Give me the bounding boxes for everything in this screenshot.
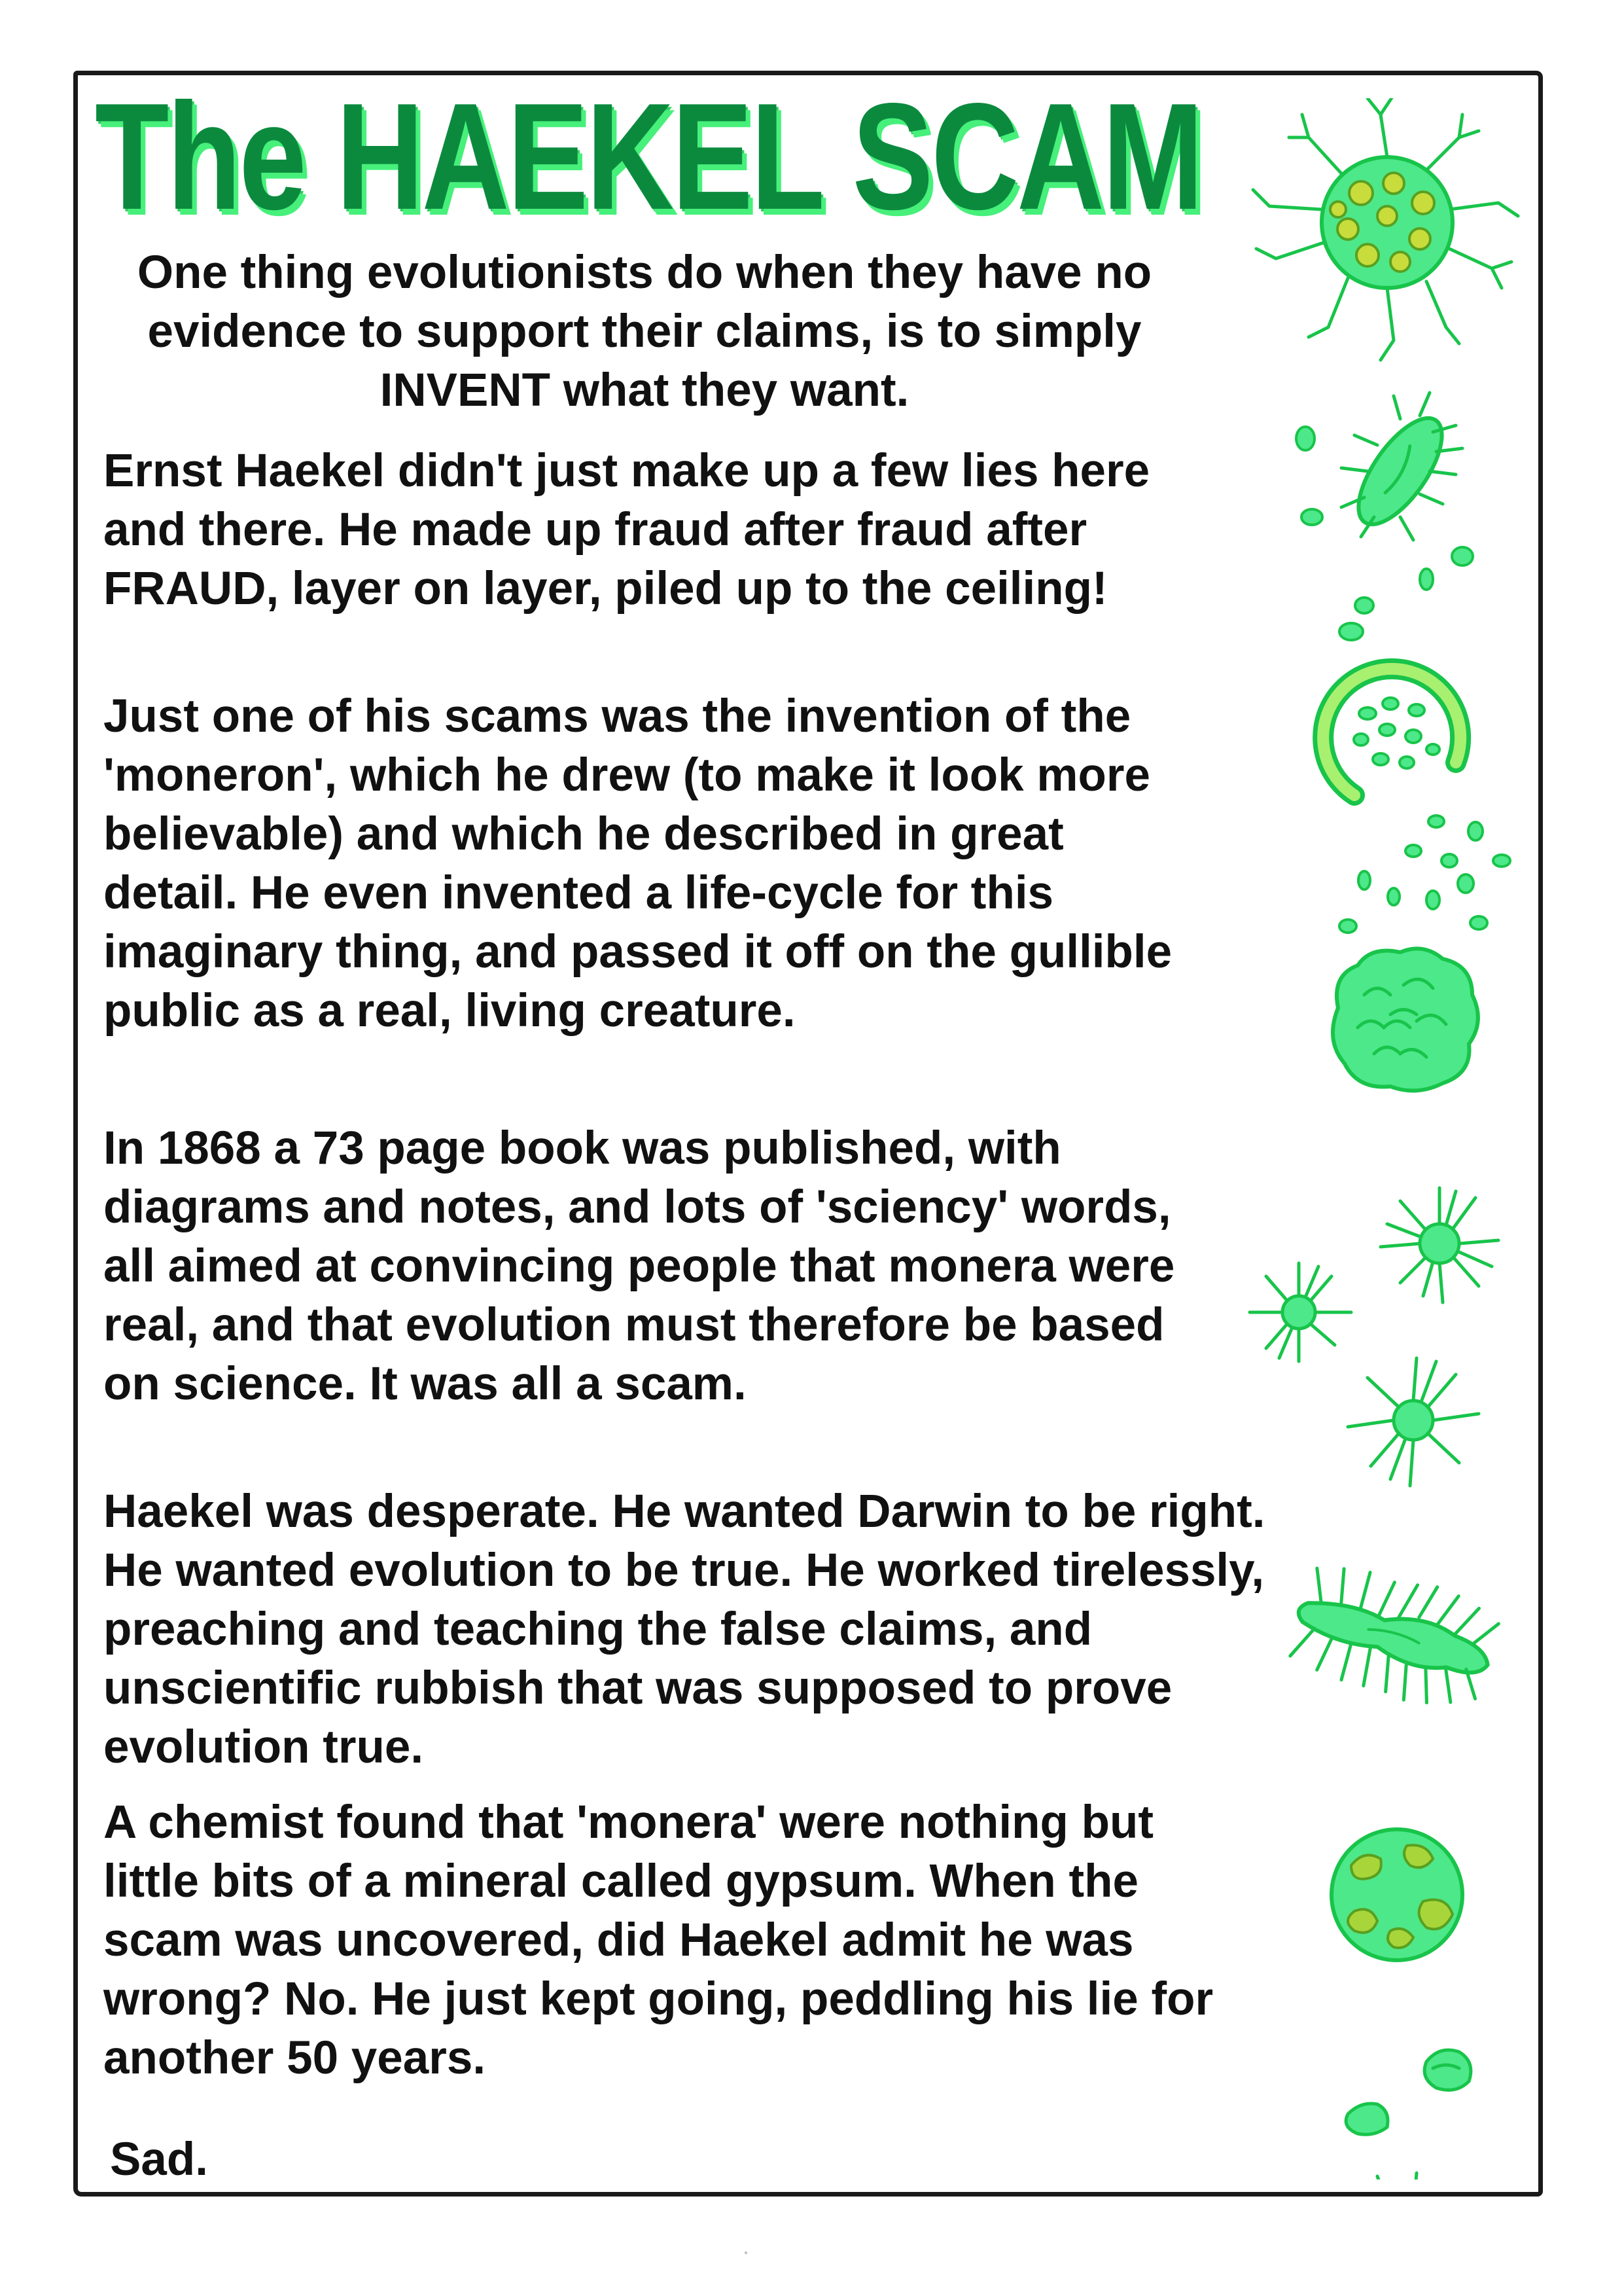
stray-dot <box>745 2251 747 2254</box>
legged-bug-cell-icon <box>1302 2173 1495 2179</box>
body-paragraph-2: Just one of his scams was the invention of the 'moneron', which he drew (to make it look more believable) and which he described in great detail. He even invented a life-cycle for this imaginary thing, and passed it off on the gullible public as a real, living creature. <box>103 691 1173 1037</box>
spotted-round-cell-icon <box>1332 1829 1462 1960</box>
spiky-radial-cell-icon <box>1253 98 1518 360</box>
body-paragraph-4: Haekel was desperate. He wanted Darwin to be right. He wanted evolution to be true. He worked tirelessly, preaching and teaching the false claims, and unscientific rubbish that was supposed to prove evolution true. <box>103 1486 1265 1773</box>
microbe-illustrations <box>1230 98 1538 2179</box>
bumpy-cell-cluster-icon <box>1333 948 1478 1090</box>
closing-line: Sad. <box>110 2134 208 2185</box>
broken-ring-cell-with-spores-icon <box>1323 669 1510 933</box>
flagellated-oval-cell-icon <box>1341 393 1462 540</box>
ciliated-rod-cell-icon <box>1284 1554 1504 1719</box>
intro-paragraph: One thing evolutionists do when they have no evidence to support their claims, is to simply INVENT what they want. <box>137 247 1152 416</box>
small-fragments-icon <box>1346 2050 1471 2134</box>
body-paragraph-5: A chemist found that 'monera' were nothing but little bits of a mineral called gypsum. When the scam was uncovered, did Haekel admit he was wrong? No. He just kept going, peddling his lie for another 50 years. <box>103 1797 1214 2084</box>
spiky-stellate-cells-icon <box>1250 1188 1498 1486</box>
body-paragraph-1: Ernst Haekel didn't just make up a few lies here and there. He made up fraud after fraud after FRAUD, layer on layer, piled up to the ceiling! <box>103 445 1150 615</box>
body-paragraph-3: In 1868 a 73 page book was published, with diagrams and notes, and lots of 'sciency' words, all aimed at convincing people that monera were real, and that evolution must therefore be based on science. It was all a scam. <box>103 1122 1175 1410</box>
page-title: The HAEKEL SCAM <box>95 72 1202 242</box>
